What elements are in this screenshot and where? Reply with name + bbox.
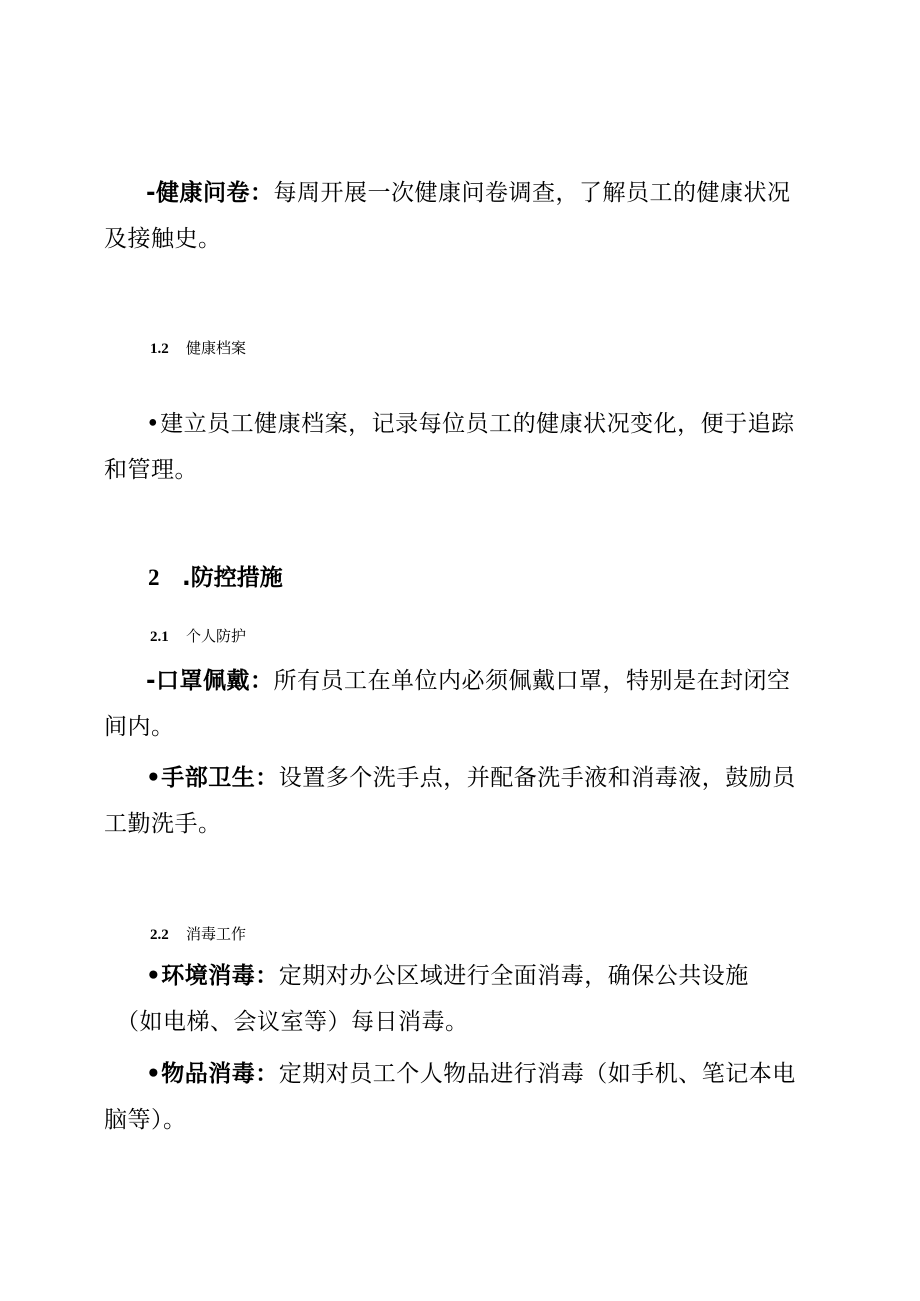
paragraph-lead: -健康问卷： (146, 180, 274, 206)
paragraph-continuation: （如电梯、会议室等）每日消毒。 (116, 1009, 469, 1035)
paragraph-text: 定期对员工个人物品进行消毒（如手机、笔记本电 (278, 1061, 796, 1087)
section-number: 2 (148, 565, 160, 590)
paragraph-item-disinfection (104, 1051, 804, 1143)
paragraph-health-questionnaire (104, 170, 804, 262)
paragraph-lead: •环境消毒： (146, 963, 279, 989)
subheading-number: 1.2 (150, 341, 169, 357)
paragraph-health-records (104, 401, 804, 493)
subheading-title: 消毒工作 (186, 925, 247, 943)
paragraph-text: 每周开展一次健康问卷调查，了解员工的健康状况 (273, 180, 791, 206)
paragraph-continuation: 间内。 (104, 714, 175, 740)
paragraph-lead: -口罩佩戴： (146, 668, 274, 694)
paragraph-hand-hygiene (104, 755, 804, 847)
subheading-disinfection (150, 924, 246, 945)
subheading-number: 2.1 (150, 629, 169, 645)
subheading-number: 2.2 (150, 927, 169, 943)
paragraph-continuation: 脑等）。 (104, 1107, 187, 1133)
paragraph-continuation: 及接触史。 (104, 226, 222, 252)
subheading-title: 健康档案 (186, 339, 247, 357)
paragraph-continuation: 和管理。 (104, 457, 198, 483)
subheading-personal-protection (150, 626, 246, 647)
paragraph-text: •建立员工健康档案，记录每位员工的健康状况变化，便于追踪 (146, 411, 795, 437)
paragraph-text: 所有员工在单位内必须佩戴口罩，特别是在封闭空 (273, 668, 791, 694)
paragraph-continuation: 工勤洗手。 (104, 811, 222, 837)
paragraph-mask-wearing (104, 658, 804, 750)
section-title: .防控措施 (182, 565, 283, 591)
paragraph-lead: •物品消毒： (146, 1061, 279, 1087)
paragraph-lead: •手部卫生： (146, 765, 279, 791)
paragraph-text: 设置多个洗手点，并配备洗手液和消毒液，鼓励员 (278, 765, 796, 791)
section-heading-prevention (148, 563, 283, 593)
paragraph-text: 定期对办公区域进行全面消毒，确保公共设施 (278, 963, 749, 989)
paragraph-environment-disinfection (104, 953, 804, 1045)
subheading-health-records (150, 338, 246, 359)
subheading-title: 个人防护 (186, 627, 247, 645)
